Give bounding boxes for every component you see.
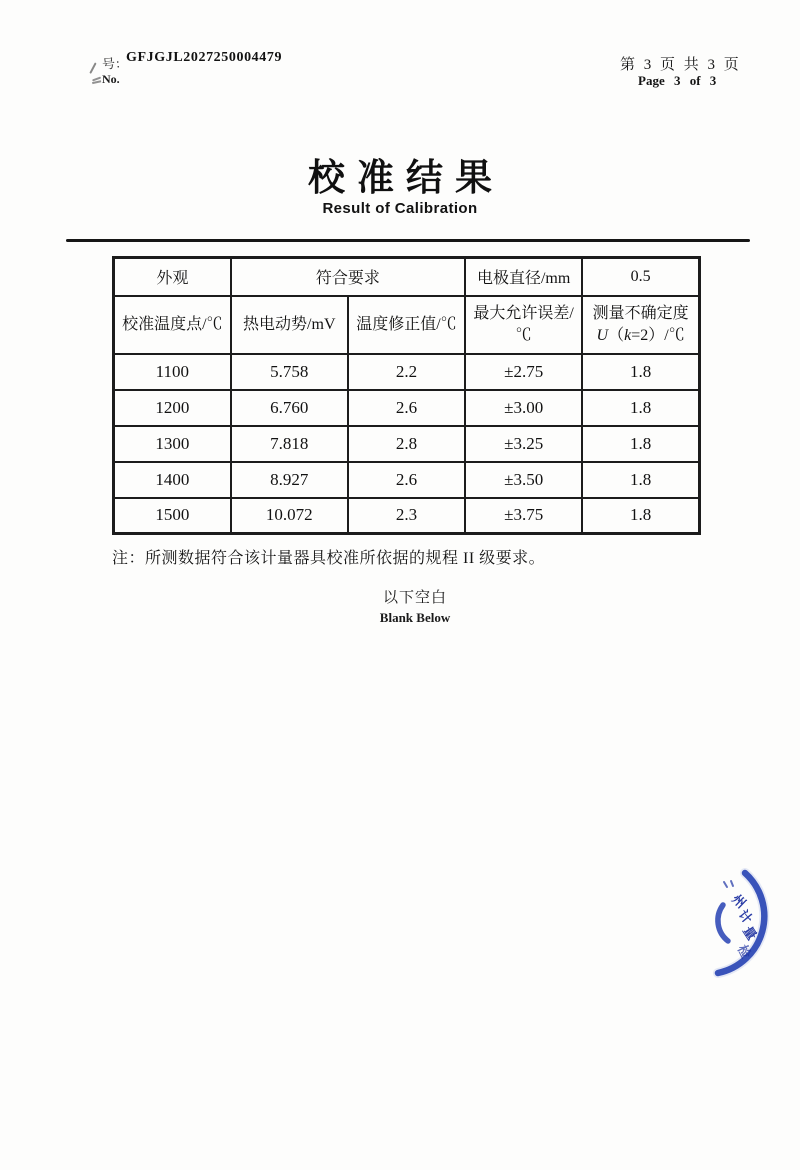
cell-max-error: ±3.50 bbox=[465, 462, 582, 498]
cell-correction: 2.8 bbox=[348, 426, 465, 462]
cell-emf: 6.760 bbox=[231, 390, 348, 426]
certificate-number: GFJGJL2027250004479 bbox=[126, 50, 283, 65]
cell-uncertainty: 1.8 bbox=[582, 354, 699, 390]
cell-temp: 1500 bbox=[114, 498, 231, 534]
stamp-inner-arc bbox=[718, 905, 728, 941]
handwriting-stroke bbox=[89, 62, 96, 73]
cert-number-label-cn: 号: bbox=[101, 55, 122, 72]
cell-uncertainty: 1.8 bbox=[582, 390, 699, 426]
cell-temp: 1200 bbox=[114, 390, 231, 426]
cell-uncertainty: 1.8 bbox=[582, 498, 699, 534]
page-number-en: Page 3 of 3 bbox=[638, 73, 717, 88]
cell-correction: 2.6 bbox=[348, 390, 465, 426]
calibration-results-table bbox=[112, 256, 701, 535]
col-header-correction: 温度修正值/℃ bbox=[348, 296, 465, 354]
electrode-diameter-label-cell: 电极直径/mm bbox=[465, 258, 582, 296]
table-row bbox=[114, 354, 700, 390]
certificate-number-block bbox=[90, 50, 370, 95]
table-row-appearance bbox=[114, 258, 700, 296]
blank-below-cn: 以下空白 bbox=[382, 590, 447, 606]
cell-temp: 1300 bbox=[114, 426, 231, 462]
page-title-cn: 校准结果 bbox=[308, 158, 504, 199]
title-divider-rule bbox=[66, 239, 750, 242]
cell-max-error: ±3.25 bbox=[465, 426, 582, 462]
appearance-value-cell: 符合要求 bbox=[231, 258, 465, 296]
electrode-diameter-value-cell: 0.5 bbox=[582, 258, 699, 296]
stamp-tick-marks bbox=[724, 881, 733, 887]
table-row bbox=[114, 462, 700, 498]
col-header-temperature: 校准温度点/℃ bbox=[114, 296, 231, 354]
cell-correction: 2.3 bbox=[348, 498, 465, 534]
page-title-en: Result of Calibration bbox=[322, 200, 478, 217]
blank-below-section bbox=[30, 586, 800, 626]
table-row bbox=[114, 498, 700, 534]
cell-uncertainty: 1.8 bbox=[582, 426, 699, 462]
col-header-max-error: 最大允许误差/℃ bbox=[465, 296, 582, 354]
appearance-label-cell: 外观 bbox=[114, 258, 231, 296]
cell-max-error: ±3.00 bbox=[465, 390, 582, 426]
cell-temp: 1400 bbox=[114, 462, 231, 498]
table-row bbox=[114, 426, 700, 462]
cell-emf: 8.927 bbox=[231, 462, 348, 498]
cell-correction: 2.2 bbox=[348, 354, 465, 390]
handwriting-mark bbox=[92, 77, 101, 81]
col-header-uncertainty: 测量不确定度 U（k=2）/℃ bbox=[582, 296, 699, 354]
official-stamp-partial bbox=[690, 852, 778, 992]
cell-emf: 5.758 bbox=[231, 354, 348, 390]
cell-uncertainty: 1.8 bbox=[582, 462, 699, 498]
cell-temp: 1100 bbox=[114, 354, 231, 390]
cell-max-error: ±3.75 bbox=[465, 498, 582, 534]
cert-number-label-en: No. bbox=[102, 72, 120, 86]
stamp-char-2: 计 bbox=[735, 906, 756, 927]
stamp-char-4: 检 bbox=[734, 942, 754, 961]
page-number-cn: 第 3 页 共 3 页 bbox=[620, 57, 742, 73]
note-text: 注：所测数据符合该计量器具校准所依据的规程 II 级要求。 bbox=[112, 550, 546, 567]
table-row bbox=[114, 390, 700, 426]
cell-emf: 7.818 bbox=[231, 426, 348, 462]
cell-correction: 2.6 bbox=[348, 462, 465, 498]
cell-max-error: ±2.75 bbox=[465, 354, 582, 390]
table-header-row bbox=[114, 296, 700, 354]
blank-below-en: Blank Below bbox=[379, 610, 451, 625]
col-header-emf: 热电动势/mV bbox=[231, 296, 348, 354]
cell-emf: 10.072 bbox=[231, 498, 348, 534]
stamp-char-3: 量 bbox=[740, 923, 760, 943]
stamp-char-1: 州 bbox=[729, 891, 749, 912]
